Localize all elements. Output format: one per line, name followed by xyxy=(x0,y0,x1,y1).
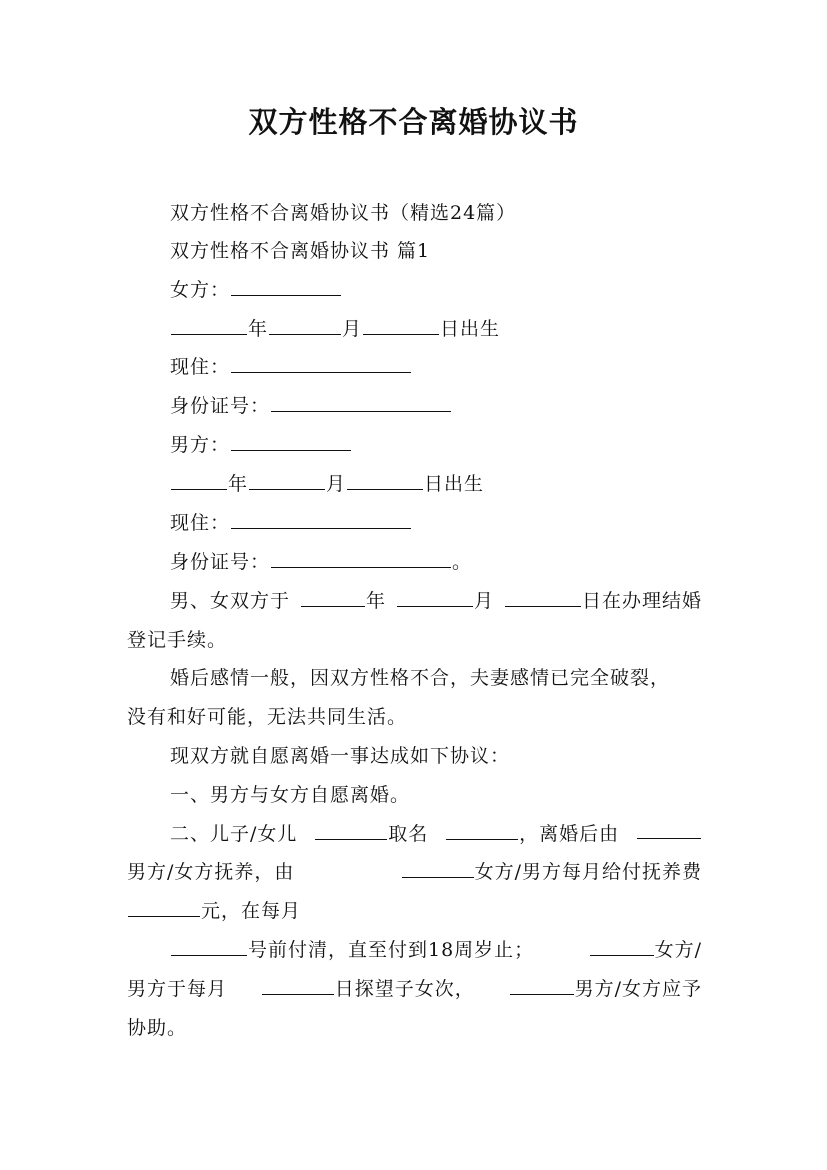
subtitle: 双方性格不合离婚协议书（精选24篇） xyxy=(170,202,517,224)
marriage-cont: 登记手续。 xyxy=(127,629,228,651)
year-label: 年 xyxy=(248,318,269,340)
male-line xyxy=(170,432,352,458)
clause2-c: ，离婚后由 xyxy=(519,823,620,845)
clause2-line4-b: 女方/ xyxy=(654,939,702,961)
clause2-b: 取名 xyxy=(388,823,429,845)
assist-blank xyxy=(510,977,574,995)
year-blank xyxy=(171,472,227,490)
id-label: 身份证号： xyxy=(170,395,271,417)
visitor-blank xyxy=(590,938,654,956)
clause2-line5-b: 日探望子女次， xyxy=(334,978,475,1000)
visit-day-blank xyxy=(262,977,334,995)
id-blank xyxy=(271,394,451,412)
female-line xyxy=(170,277,342,303)
child-blank xyxy=(315,822,387,840)
clause2-a: 二、儿子/女儿 xyxy=(170,823,298,845)
custody-blank xyxy=(637,821,701,839)
clause-1: 一、男方与女方自愿离婚。 xyxy=(170,784,411,806)
clause-2-line5 xyxy=(127,976,702,1002)
address-label: 现住： xyxy=(170,356,231,378)
month-label: 月 xyxy=(326,473,347,495)
document-title: 双方性格不合离婚协议书 xyxy=(248,105,579,139)
marriage-year-label: 年 xyxy=(365,590,386,612)
month-blank xyxy=(249,472,325,490)
clause-2-line3 xyxy=(127,898,301,924)
address-label: 现住： xyxy=(170,512,231,534)
payday-blank xyxy=(171,938,247,956)
male-id-line xyxy=(170,549,472,575)
female-id-line xyxy=(170,393,452,419)
marriage-year-blank xyxy=(301,589,365,607)
section-heading: 双方性格不合离婚协议书 篇1 xyxy=(170,240,431,262)
clause2-line2-b: 女方/男方每月给付抚养费 xyxy=(474,861,702,883)
id-label: 身份证号： xyxy=(170,551,271,573)
id-blank xyxy=(271,550,451,568)
month-blank xyxy=(269,317,341,335)
female-label: 女方： xyxy=(170,279,231,301)
clause2-line3: 元，在每月 xyxy=(201,900,302,922)
period: 。 xyxy=(452,551,473,573)
day-blank xyxy=(363,317,439,335)
male-address-line xyxy=(170,510,412,536)
male-name-blank xyxy=(231,433,351,451)
marriage-month-label: 月 xyxy=(473,590,494,612)
clause-2-line1 xyxy=(170,821,702,847)
clause-2-line4 xyxy=(170,937,702,963)
year-blank xyxy=(171,317,247,335)
month-label: 月 xyxy=(342,318,363,340)
clause2-line2-a: 男方/女方抚养，由 xyxy=(127,861,295,883)
clause-2-line2 xyxy=(127,859,702,885)
clause2-line5-a: 男方于每月 xyxy=(127,978,228,1000)
female-birth-line xyxy=(170,316,500,342)
clause2-line4-a: 号前付清，直至付到18周岁止； xyxy=(248,939,535,961)
male-birth-line xyxy=(170,471,484,497)
clause-2-line6: 协助。 xyxy=(127,1017,188,1039)
day-label: 日出生 xyxy=(440,318,501,340)
address-blank xyxy=(231,355,411,373)
amount-blank xyxy=(128,899,200,917)
marriage-day-blank xyxy=(505,589,581,607)
male-label: 男方： xyxy=(170,434,231,456)
agreement-intro: 现双方就自愿离婚一事达成如下协议： xyxy=(170,745,511,767)
marriage-day-label: 日在办理结婚 xyxy=(581,590,702,612)
female-address-line xyxy=(170,354,412,380)
marriage-prefix: 男、女双方于 xyxy=(170,590,291,612)
para1-line2: 没有和好可能，无法共同生活。 xyxy=(127,706,408,728)
female-name-blank xyxy=(231,278,341,296)
day-blank xyxy=(347,472,423,490)
para1-line1: 婚后感情一般，因双方性格不合，夫妻感情已完全破裂， xyxy=(170,667,671,689)
year-label: 年 xyxy=(228,473,249,495)
address-blank xyxy=(231,511,411,529)
day-label: 日出生 xyxy=(424,473,485,495)
marriage-line xyxy=(170,588,702,614)
payer-blank xyxy=(402,860,474,878)
name-blank xyxy=(446,822,518,840)
clause2-line5-c: 男方/女方应予 xyxy=(574,978,702,1000)
marriage-month-blank xyxy=(397,589,473,607)
